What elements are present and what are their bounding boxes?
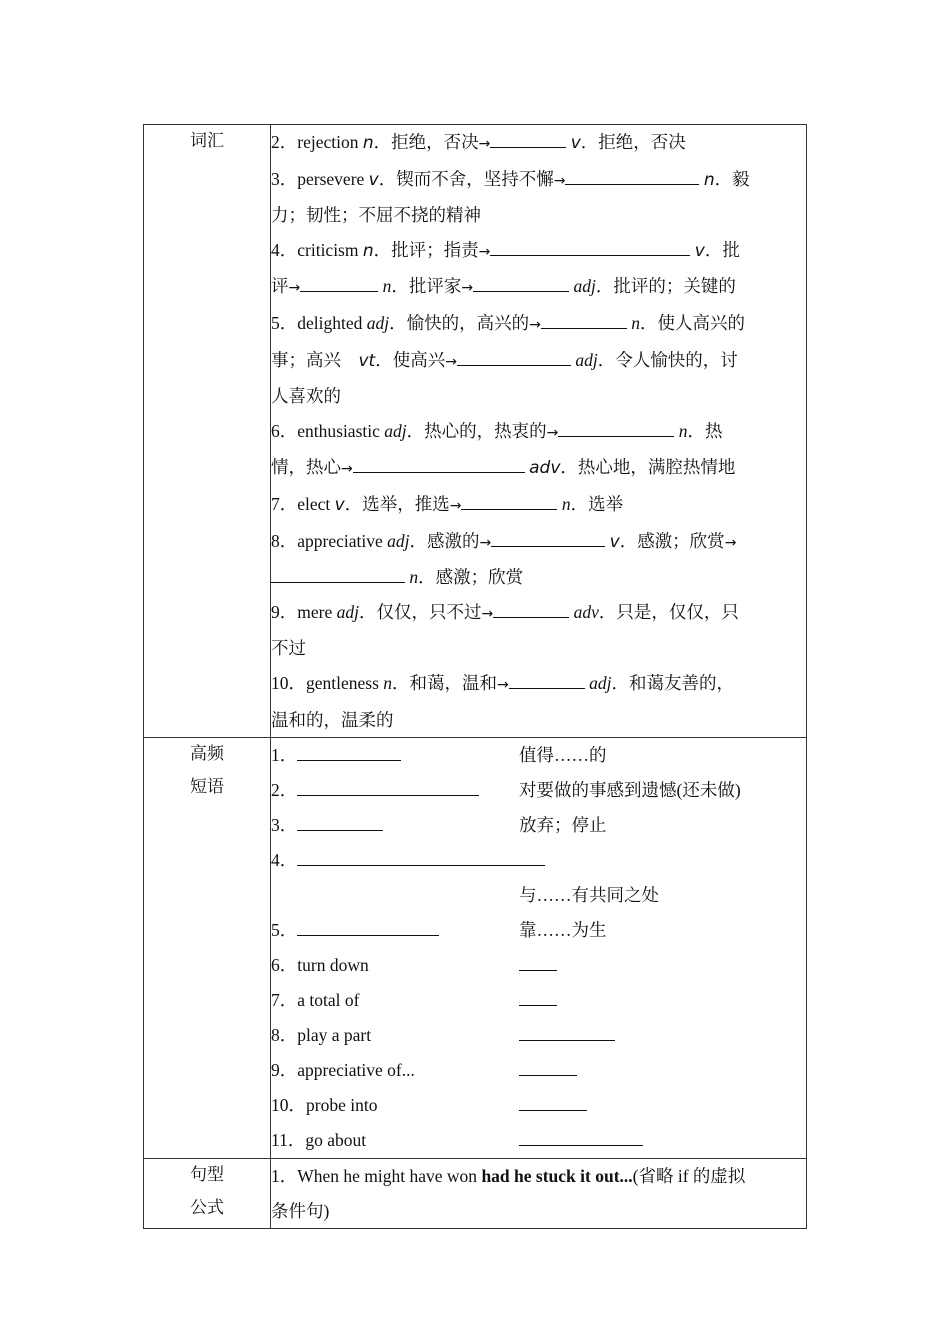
vocab-content-cell <box>271 125 807 738</box>
phrases-label-cell <box>144 738 271 1159</box>
fill-blank[interactable] <box>493 603 569 618</box>
vocab-item-cont: 温和的，温柔的 <box>271 709 394 730</box>
phrase-item: 1． 值得……的 <box>271 745 607 766</box>
arrow-icon: → <box>288 280 301 297</box>
fill-blank[interactable] <box>519 991 557 1006</box>
arrow-icon: → <box>529 316 541 333</box>
arrow-icon: → <box>341 461 353 478</box>
fill-blank[interactable] <box>297 816 383 831</box>
phrase-item: 5． 靠……为生 <box>271 920 607 941</box>
phrase-item: 7．a total of <box>271 983 806 1018</box>
fill-blank[interactable] <box>519 1096 587 1111</box>
sentence-bold: had he stuck it out... <box>481 1166 633 1187</box>
arrow-icon: → <box>724 534 737 551</box>
phrase-item: 6．turn down <box>271 948 806 983</box>
phrases-label-line2: 短语 <box>190 777 224 798</box>
vocab-item: 2．rejection n．拒绝，否决→ v．拒绝，否决 <box>271 132 686 153</box>
fill-blank[interactable] <box>519 1131 643 1146</box>
fill-blank[interactable] <box>490 241 690 256</box>
fill-blank[interactable] <box>297 851 545 866</box>
fill-blank[interactable] <box>461 495 557 510</box>
vocab-label: 词汇 <box>190 131 224 151</box>
fill-blank[interactable] <box>297 781 479 796</box>
vocab-label-cell <box>144 125 271 738</box>
sentence-label-line2: 公式 <box>190 1198 224 1219</box>
vocab-item: 4．criticism n．批评；指责→ v．批 <box>271 239 740 261</box>
vocab-item-cont: n．感激；欣赏 <box>271 560 806 595</box>
vocab-item: 7．elect v．选举，推选→ n．选举 <box>271 493 624 515</box>
fill-blank[interactable] <box>491 532 605 547</box>
arrow-icon: → <box>461 280 474 297</box>
vocab-item-cont: 不过 <box>271 638 306 659</box>
phrase-item: 11．go about <box>271 1123 806 1158</box>
arrow-icon: → <box>481 605 494 622</box>
arrow-icon: → <box>478 136 491 152</box>
phrase-item: 与……有共同之处 <box>519 885 659 906</box>
sentence-item-cont: 条件句) <box>271 1200 330 1221</box>
vocab-item: 5．delighted adj．愉快的，高兴的→ n．使人高兴的 <box>271 312 745 333</box>
arrow-icon: → <box>553 172 566 189</box>
phrases-content-cell <box>271 738 807 1159</box>
vocab-item-cont: 评→ n．批评家→ adj．批评的；关键的 <box>271 276 736 297</box>
phrase-item: 10．probe into <box>271 1088 806 1123</box>
fill-blank[interactable] <box>519 1026 615 1041</box>
vocab-worksheet-table <box>143 124 807 1229</box>
vocab-item: 10．gentleness n．和蔼，温和→ adj．和蔼友善的， <box>271 672 735 693</box>
phrases-row <box>144 738 807 1159</box>
fill-blank[interactable] <box>541 314 627 329</box>
fill-blank[interactable] <box>519 956 557 971</box>
sentence-row <box>144 1159 807 1229</box>
arrow-icon: → <box>445 353 457 370</box>
sentence-label-cell <box>144 1159 271 1229</box>
phrase-item: 4． <box>271 843 806 878</box>
vocab-item: 8．appreciative adj．感激的→ v．感激；欣赏→ <box>271 530 737 552</box>
vocab-item: 9．mere adj．仅仅，只不过→ adv．只是，仅仅，只 <box>271 601 739 622</box>
vocab-item-cont: 力；韧性；不屈不挠的精神 <box>271 205 481 226</box>
arrow-icon: → <box>479 534 492 551</box>
vocab-item-cont: 情，热心→ adv．热心地，满腔热情地 <box>271 457 736 479</box>
fill-blank[interactable] <box>473 277 569 292</box>
sentence-item: 1．When he might have won had he stuck it out...(省略 if 的虚拟 <box>271 1166 746 1187</box>
phrase-item: 2． 对要做的事感到遗憾(还未做) <box>271 780 741 801</box>
vocab-item: 3．persevere v．锲而不舍，坚持不懈→ n．毅 <box>271 168 750 190</box>
phrase-item: 9．appreciative of... <box>271 1053 806 1088</box>
arrow-icon: → <box>497 676 509 693</box>
phrase-item: 8．play a part <box>271 1018 806 1053</box>
vocab-item-cont: 人喜欢的 <box>271 386 341 407</box>
phrases-label-line1: 高频 <box>190 744 224 765</box>
phrase-item: 3． 放弃；停止 <box>271 815 607 836</box>
vocab-item: 6．enthusiastic adj．热心的，热衷的→ n．热 <box>271 420 723 441</box>
fill-blank[interactable] <box>558 422 674 437</box>
fill-blank[interactable] <box>565 170 699 185</box>
vocab-row <box>144 125 807 738</box>
fill-blank[interactable] <box>300 277 378 292</box>
fill-blank[interactable] <box>490 133 566 148</box>
fill-blank[interactable] <box>519 1061 577 1076</box>
arrow-icon: → <box>546 424 559 441</box>
arrow-icon: → <box>478 243 491 260</box>
fill-blank[interactable] <box>457 351 571 366</box>
sentence-content-cell <box>271 1159 807 1229</box>
fill-blank[interactable] <box>509 674 585 689</box>
fill-blank[interactable] <box>297 921 439 936</box>
sentence-label-line1: 句型 <box>190 1165 224 1186</box>
fill-blank[interactable] <box>353 458 525 473</box>
arrow-icon: → <box>449 497 462 514</box>
fill-blank[interactable] <box>297 746 401 761</box>
vocab-item-cont: 事；高兴 vt．使高兴→ adj．令人愉快的，讨 <box>271 349 738 371</box>
fill-blank[interactable] <box>271 568 405 583</box>
